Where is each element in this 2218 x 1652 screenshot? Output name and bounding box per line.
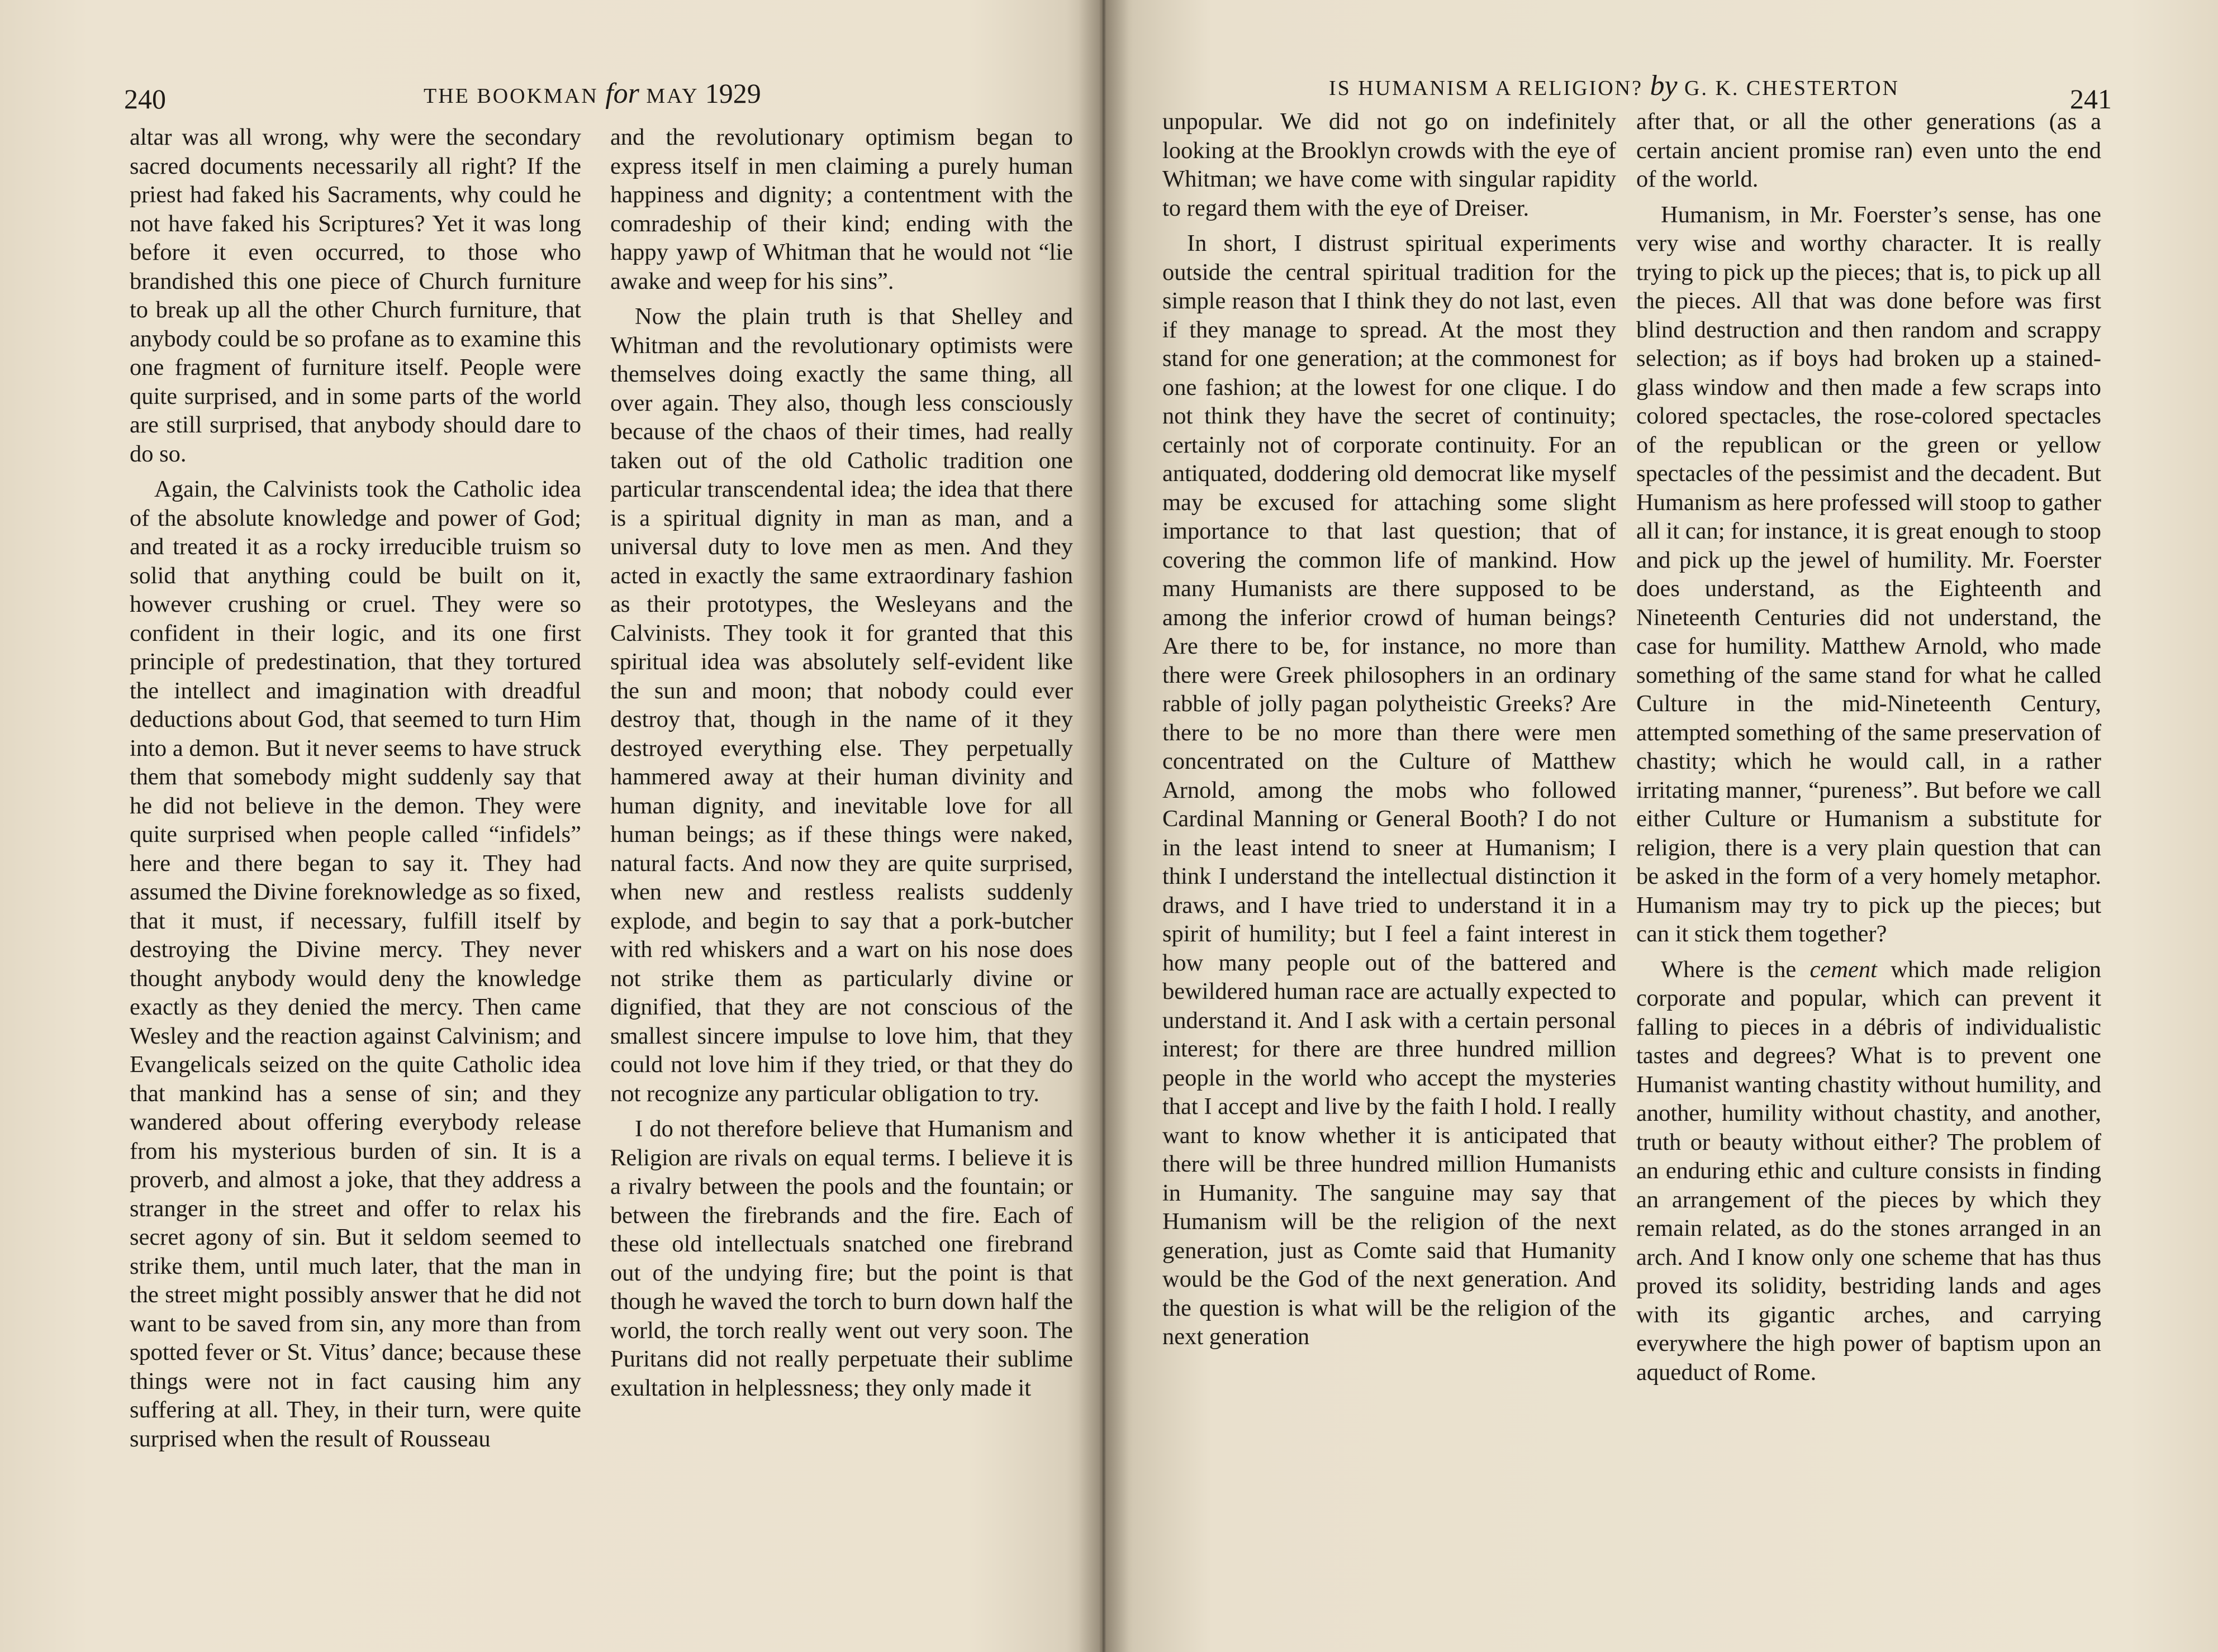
paragraph: I do not therefore believe that Humanism and Religion are rivals on equal terms. I believe it is a rivalry between the pools and the fountain; or between the firebrands and the fire. Each of these old intellectuals snatched one firebrand out of the undying fire; but the point is that though he waved the torch to burn down half the world, the torch really went out very soon. The Puritans did not really perpetuate their sublime exultation in helplessness; they only made it xyxy=(610,1116,1073,1401)
text-run: which made religion corporate and popular, which can prevent it falling to pieces in a débris of individualistic tastes and degrees? What is to prevent one Humanist wanting chastity without humility, and another, humility without chastity, and another, truth or beauty without either? The problem of an enduring ethic and culture consists in finding an arrangement of the pieces by which they remain related, as do the stones arranged in an arch. And I know only one scheme that has thus proved its solidity, bestriding lands and ages with its gigantic arches, and carrying everywhere the high power of baptism upon an aqueduct of Rome. xyxy=(1636,956,2102,1386)
paragraph xyxy=(1636,955,2101,1387)
text-column-2 xyxy=(610,123,1073,1402)
header-italic-for: for xyxy=(605,78,639,110)
paragraph: Again, the Calvinists took the Catholic idea of the absolute knowledge and power of God; and treated it as a rocky irreducible truism so solid that anything could be built on it, however crushing or cruel. They were so confident in their logic, and its one first principle of predestination, that they tortured the intellect and imagination with dreadful deductions about God, that seemed to turn Him into a demon. But it never seems to have struck them that somebody might suddenly say that he did not believe in the demon. They were quite surprised when people called “infidels” here and there began to say it. They had assumed the Divine foreknowledge as so fixed, that it must, if necessary, fulfill itself by destroying the Divine mercy. They never thought anybody would deny the knowledge exactly as they denied the mercy. Then came Wesley and the reaction against Calvinism; and Evangelicals seized on the quite Catholic idea that mankind has a sense of sin; and they wandered about offering everybody release from his mysterious burden of sin. It is a proverb, and almost a joke, that they address a stranger in the street and offer to relax his secret agony of sin. But it seldom seemed to strike them, until much later, that the man in the street might possibly answer that he did not want to be saved from sin, any more than from spotted fever or St. Vitus’ dance; because these things were not in fact causing him any suffering at all. They, in their turn, were quite surprised when the result of Rousseau xyxy=(130,476,581,1452)
text-column-1 xyxy=(1162,107,1616,1351)
article-author: G. K. CHESTERTON xyxy=(1684,77,1899,100)
text-column-1 xyxy=(130,123,581,1453)
page-number: 241 xyxy=(2070,83,2112,115)
text-run: Where is the xyxy=(1661,956,1797,983)
running-header xyxy=(424,77,761,127)
paragraph: unpopular. We did not go on indefinitely looking at the Brooklyn crowds with the eye of Whitman; we have come with singular rapidity to regard them with the eye of Dreiser. xyxy=(1162,108,1616,221)
left-page xyxy=(0,0,1100,1652)
paragraph: altar was all wrong, why were the secondary sacred documents necessarily all right? If the priest had faked his Sacraments, why could he not have faked his Scriptures? Yet it was long before it even occurred, to those who brandished this one piece of Church furniture to break up all the other Church furniture, that anybody could be so profane as to examine this one fragment of furniture itself. People were quite surprised, and in some parts of the world are still surprised, that anybody should dare to do so. xyxy=(130,124,581,467)
paragraph: after that, or all the other generations (as a certain ancient promise ran) even unto the end of the world. xyxy=(1636,108,2101,192)
paragraph: In short, I distrust spiritual experiments outside the central spiritual tradition for the simple reason that I think they do not last, even if they manage to spread. At the most they stand for one generation; at the commonest for one fashion; at the lowest for one clique. I do not think they have the secret of continuity; certainly not of corporate continuity. For an antiquated, doddering old democrat like myself may be excused for attaching some slight importance to that last question; that of covering the common life of mankind. How many Humanists are there supposed to be among the inferior crowd of human beings? Are there to be, for instance, no more than there were Greek philosophers in an ordinary rabble of jolly pagan polytheistic Greeks? Are there to be no more than there were men concentrated on the Culture of Matthew Arnold, among the mobs who followed Cardinal Manning or General Booth? I do not in the least intend to sneer at Humanism; I think I understand the intellectual distinction it draws, and I have tried to understand it in a spirit of humility; but I feel a faint interest in how many people out of the battered and bewildered human race are actually expected to understand it. And I ask with a certain personal interest; for there are three hundred million people in the world who accept the mysteries that I accept and live by the faith I hold. I really want to know whether it is anticipated that there will be three hundred million Humanists in Humanity. The sanguine may say that Humanism will be the religion of the next generation, just as Comte said that Humanity would be the God of the next generation. And the question is what will be the religion of the next generation xyxy=(1162,230,1616,1350)
page-number: 240 xyxy=(124,83,166,115)
right-page xyxy=(1100,0,2218,1652)
journal-name: THE BOOKMAN xyxy=(424,84,599,108)
paragraph: Now the plain truth is that Shelley and Whitman and the revolutionary optimists were themselves doing exactly the same thing, all over again. They also, though less consciously because of the chaos of their times, had really taken out of the old Catholic tradition one particular transcendental idea; the idea that there is a spiritual dignity in man as man, and a universal duty to love men as men. And they acted in exactly the same extraordinary fashion as their prototypes, the Wesleyans and the Calvinists. They took it for granted that this spiritual idea was absolutely self-evident like the sun and moon; that nobody could ever destroy that, though in the name of it they destroyed everything else. They perpetually hammered away at their human divinity and human dignity, and inevitable love for all human beings; as if these things were naked, natural facts. And now they are quite surprised, when new and restless realists suddenly explode, and begin to say that a pork-butcher with red whiskers and a wart on his nose does not strike them as particularly divine or dignified, that they are not conscious of the smallest sincere impulse to love him, that they could not love him if they tried, or that they do not recognize any particular obligation to try. xyxy=(610,303,1073,1107)
paragraph: Humanism, in Mr. Foerster’s sense, has one very wise and worthy character. It is really trying to pick up the pieces; that is, to pick up all the pieces. All that was done before was first blind destruction and then random and scrappy selection; as if boys had broken up a stained-glass window and then made a few scraps into colored spectacles, the rose-colored spectacles of the republican or the green or yellow spectacles of the pessimist and the decadent. But Humanism as here professed will stoop to gather all it can; for instance, it is great enough to stoop and pick up the jewel of humility. Mr. Foerster does understand, as the Eighteenth and Nineteenth Centuries did not understand, the case for humility. Matthew Arnold, who made something of the same stand for what he called Culture in the mid-Nineteenth Century, attempted something of the same preservation of chastity; which he would call, in a rather irritating manner, “pureness”. But before we call either Culture or Humanism a substitute for religion, there is a very plain question that can be asked in the form of a very homely metaphor. Humanism may try to pick up the pieces; but can it stick them together? xyxy=(1636,201,2101,947)
header-month: MAY xyxy=(646,84,699,108)
italic-word: cement xyxy=(1809,956,1877,983)
text-column-2 xyxy=(1636,107,2101,1387)
header-italic-by: by xyxy=(1650,70,1678,102)
paragraph: and the revolutionary optimism began to express itself in men claiming a purely human happiness and dignity; a contentment with the comradeship of their kind; ending with the happy yawp of Whitman that he would not “lie awake and weep for his sins”. xyxy=(610,124,1073,294)
header-year: 1929 xyxy=(705,78,761,109)
article-title: IS HUMANISM A RELIGION? xyxy=(1329,77,1643,100)
